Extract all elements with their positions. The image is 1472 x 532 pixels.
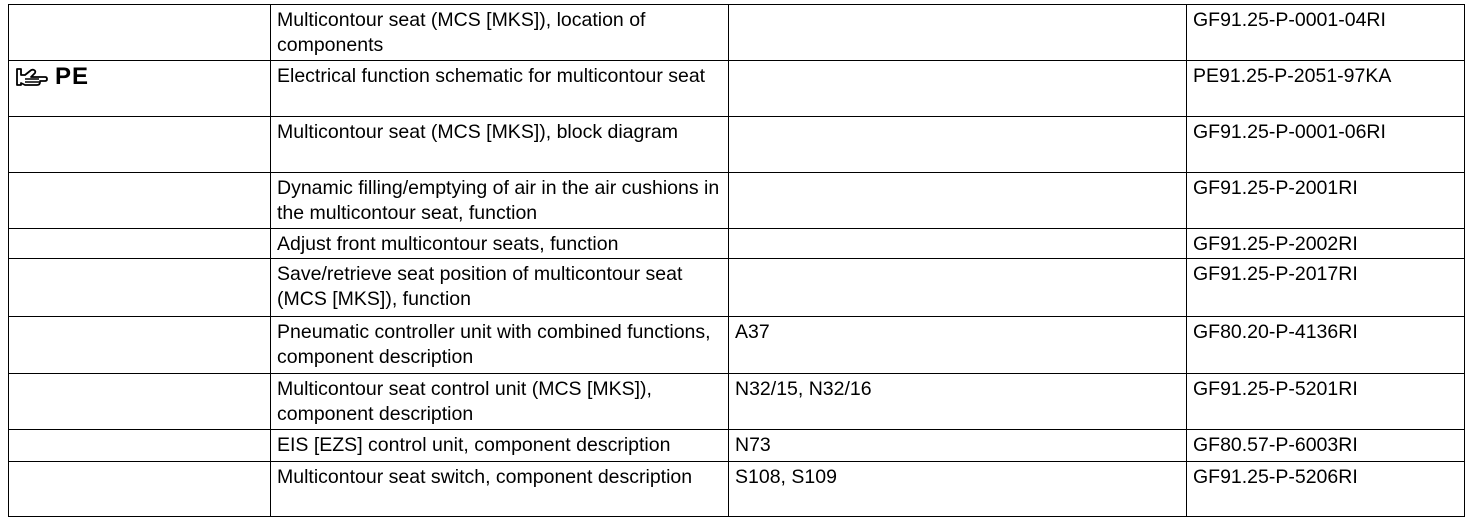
table-row — [9, 5, 1465, 61]
component-cell: S108, S109 — [729, 462, 1187, 517]
description-cell: Dynamic filling/emptying of air in the air cushions in the multicontour seat, function — [271, 173, 729, 229]
description-cell: Electrical function schematic for multicontour seat — [271, 61, 729, 117]
document-link[interactable]: GF80.20-P-4136RI — [1187, 317, 1465, 374]
table-row — [9, 462, 1465, 517]
document-link[interactable]: GF91.25-P-5206RI — [1187, 462, 1465, 517]
description-cell: Multicontour seat (MCS [MKS]), location of components — [271, 5, 729, 61]
marker-cell — [9, 430, 271, 462]
document-link[interactable]: PE91.25-P-2051-97KA — [1187, 61, 1465, 117]
table-row — [9, 430, 1465, 462]
component-cell: A37 — [729, 317, 1187, 374]
description-cell: Adjust front multicontour seats, function — [271, 229, 729, 259]
document-link[interactable]: GF91.25-P-2002RI — [1187, 229, 1465, 259]
description-cell: Multicontour seat control unit (MCS [MKS]), component description — [271, 374, 729, 430]
description-cell: Pneumatic controller unit with combined functions, component description — [271, 317, 729, 374]
marker-cell — [9, 117, 271, 173]
table-row — [9, 229, 1465, 259]
component-cell — [729, 117, 1187, 173]
component-cell — [729, 61, 1187, 117]
marker-cell — [9, 259, 271, 317]
marker-cell — [9, 317, 271, 374]
reference-table-body — [9, 5, 1465, 517]
table-row — [9, 317, 1465, 374]
table-row — [9, 61, 1465, 117]
marker-cell — [9, 462, 271, 517]
description-cell: Multicontour seat switch, component description — [271, 462, 729, 517]
pe-marker — [15, 64, 264, 89]
marker-cell — [9, 5, 271, 61]
marker-cell — [9, 374, 271, 430]
description-cell: Save/retrieve seat position of multicontour seat (MCS [MKS]), function — [271, 259, 729, 317]
document-link[interactable]: GF91.25-P-5201RI — [1187, 374, 1465, 430]
document-link[interactable]: GF91.25-P-2001RI — [1187, 173, 1465, 229]
component-cell — [729, 229, 1187, 259]
component-cell: N32/15, N32/16 — [729, 374, 1187, 430]
reference-table — [8, 4, 1465, 517]
component-cell — [729, 5, 1187, 61]
component-cell — [729, 173, 1187, 229]
component-cell: N73 — [729, 430, 1187, 462]
document-link[interactable]: GF91.25-P-0001-04RI — [1187, 5, 1465, 61]
document-link[interactable]: GF91.25-P-0001-06RI — [1187, 117, 1465, 173]
table-row — [9, 259, 1465, 317]
table-row — [9, 117, 1465, 173]
table-row — [9, 374, 1465, 430]
table-row — [9, 173, 1465, 229]
marker-cell — [9, 173, 271, 229]
pointing-hand-icon — [15, 65, 49, 89]
pe-marker-label: PE — [55, 63, 90, 90]
marker-cell — [9, 229, 271, 259]
description-cell: EIS [EZS] control unit, component description — [271, 430, 729, 462]
component-cell — [729, 259, 1187, 317]
description-cell: Multicontour seat (MCS [MKS]), block diagram — [271, 117, 729, 173]
document-link[interactable]: GF80.57-P-6003RI — [1187, 430, 1465, 462]
marker-cell — [9, 61, 271, 117]
document-link[interactable]: GF91.25-P-2017RI — [1187, 259, 1465, 317]
